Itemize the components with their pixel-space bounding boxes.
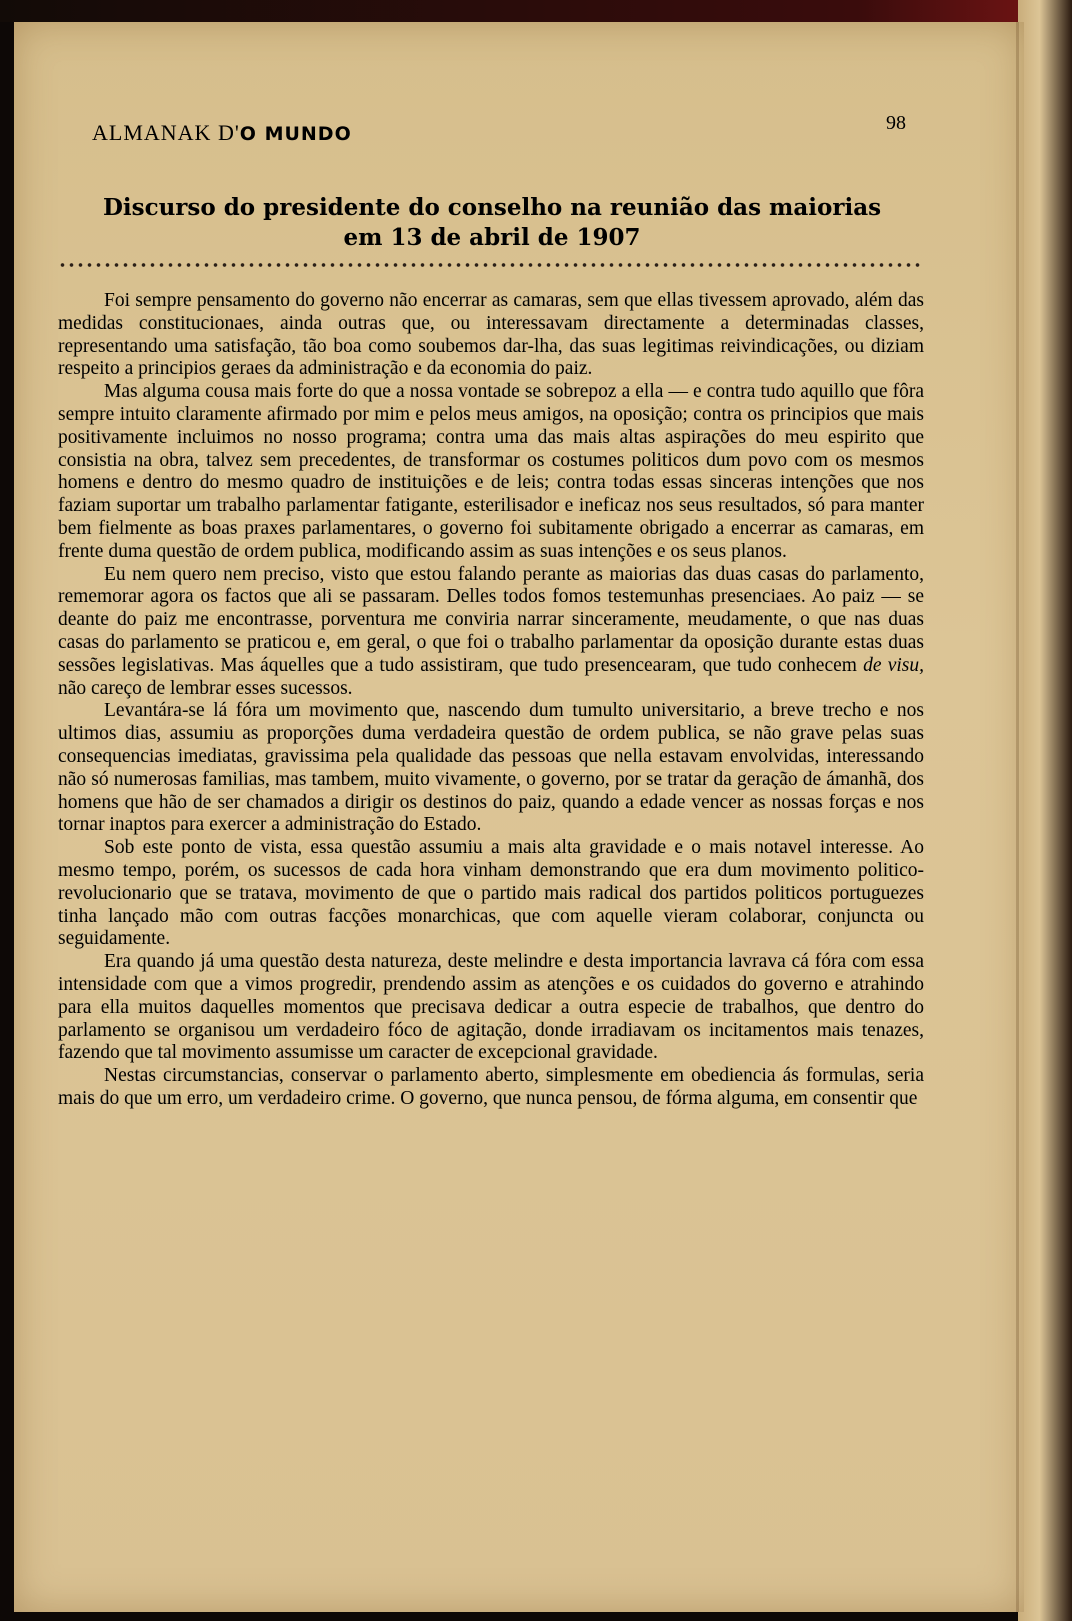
running-title-brand: O MUNDO bbox=[239, 123, 352, 145]
article-title bbox=[54, 193, 930, 253]
article-title-line-2: em 13 de abril de 1907 bbox=[343, 224, 641, 251]
paragraph: Nestas circumstancias, conservar o parlamento aberto, simplesmente em obediencia ás formulas, seria mais do que um erro, um verdadeiro crime. O governo, que nunca pensou, de fórma alguma, em consentir que bbox=[58, 1065, 924, 1109]
paragraph-end: não careço de lembrar esses sucessos. bbox=[58, 677, 353, 699]
paragraph: Levantára-se lá fóra um movimento que, nascendo dum tumulto universitario, a breve trecho e nos ultimos dias, assumiu as proporções duma verdadeira questão de ordem publica, se não grave pelas suas consequencias imediatas, gravissima pela qualidade das pessoas que nella estavam envolvidas, interessando não só numerosas familias, mas tambem, muito vivamente, o governo, por se tratar da geração de ámanhã, dos homens que hão de ser chamados a dirigir os destinos do paiz, quando a edade vencer as nossas forças e nos tornar inaptos para exercer a administração do Estado. bbox=[58, 700, 924, 836]
paragraph: Mas alguma cousa mais forte do que a nossa vontade se sobrepoz a ella — e contra tudo aquillo que fôra sempre intuito claramente afirmado por mim e pelos meus amigos, na oposição; contra os principios que mais positivamente incluimos no nosso programa; contra uma das mais altas aspirações do meu espirito que consistia na obra, talvez sem precedentes, de transformar os costumes politicos dum povo com os mesmos homens e dentro do mesmo quadro de instituições e de leis; contra todas essas sinceras intenções que nos faziam suportar um trabalho parlamentar fatigante, esterilisador e ineficaz nos seus resultados, só para manter bem fielmente as boas praxes parlamentares, o governo foi subitamente obrigado a encerrar as camaras, em frente duma questão de ordem publica, modificando assim as suas intenções e os seus planos. bbox=[58, 381, 924, 562]
page-fold bbox=[1016, 22, 1019, 1612]
paragraph: Era quando já uma questão desta natureza, deste melindre e desta importancia lavrava cá fóra com essa intensidade com que a vimos progredir, prendendo assim as atenções e os cuidados do governo e atrahindo para ella muitos daquelles momentos que precisava dedicar a outra especie de trabalhos, que dentro do parlamento se organisou um verdadeiro fóco de agitação, donde irradiavam os incitamentos mais tenazes, fazendo que tal movimento assumisse um caracter de excepcional gravidade. bbox=[58, 951, 924, 1064]
scan-right-edge bbox=[1018, 0, 1072, 1621]
article-body bbox=[58, 290, 924, 1111]
page-header bbox=[76, 96, 926, 145]
running-title bbox=[92, 120, 352, 146]
dotted-separator bbox=[58, 262, 924, 268]
paragraph-text: Eu nem quero nem preciso, visto que estou falando perante as maiorias das duas casas do parlamento, rememorar agora os factos que ali se passaram. Delles todos fomos testemunhas presenciaes. Ao paiz — se deante do paiz me encontrasse, porventura me conviria narrar sinceramente, meudamente, o que nas duas casas do parlamento se praticou e, em geral, o que foi o trabalho parlamentar da oposição durante estas duas sessões legislativas. Mas áquelles que a tudo assistiram, que tudo presencearam, que tudo conhecem bbox=[58, 563, 924, 676]
article-title-line-1: Discurso do presidente do conselho na reunião das maiorias bbox=[102, 194, 882, 221]
paragraph-italic: de visu, bbox=[863, 654, 924, 676]
page-number: 98 bbox=[886, 112, 906, 134]
running-title-prefix: ALMANAK D' bbox=[92, 120, 240, 145]
paragraph: Foi sempre pensamento do governo não encerrar as camaras, sem que ellas tivessem aprovado, além das medidas constitucionaes, ainda outras que, ou interessavam directamente a determinadas classes, representando uma satisfação, tão boa como soubemos dar-lha, das suas legitimas reivindicações, ou diziam respeito a principios geraes da administração e da economia do paiz. bbox=[58, 290, 924, 380]
scan-top-edge bbox=[0, 0, 1072, 22]
paragraph bbox=[58, 564, 924, 701]
paragraph: Sob este ponto de vista, essa questão assumiu a mais alta gravidade e o mais notavel interesse. Ao mesmo tempo, porém, os sucessos de cada hora vinham demonstrando que era dum movimento politico-revolucionario que se tratava, movimento de que o partido mais radical dos partidos politicos portuguezes tinha lançado mão com outras facções monarchicas, que com aquelle vieram colaborar, conjuncta ou seguidamente. bbox=[58, 837, 924, 950]
